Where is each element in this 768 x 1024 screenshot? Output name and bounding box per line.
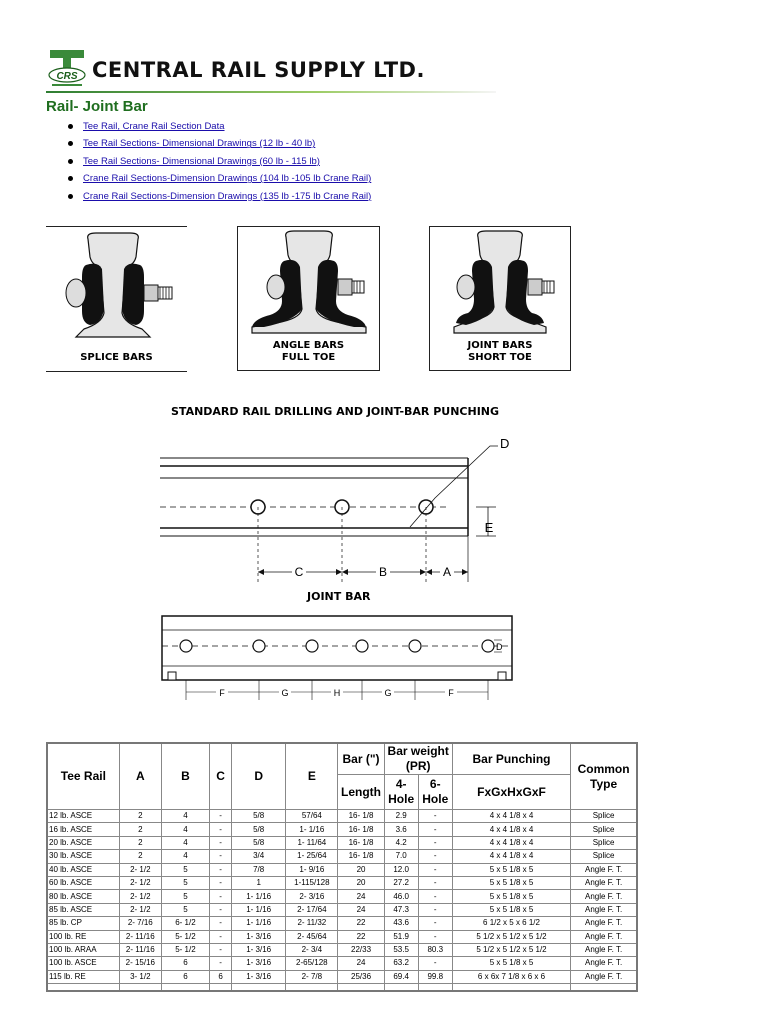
cell-weight-4-hole: 43.6	[384, 917, 418, 930]
link-tee-12-40[interactable]: Tee Rail Sections- Dimensional Drawings (12 lb - 40 lb)	[83, 138, 316, 150]
cell-empty	[232, 984, 286, 992]
splice-bars-caption: SPLICE BARS	[80, 352, 153, 363]
cell-tee-rail: 100 lb. RE	[47, 930, 119, 943]
joint-bars-caption-1: JOINT BARS	[467, 340, 533, 351]
cell-length: 22/33	[338, 943, 384, 956]
cell-length: 22	[338, 930, 384, 943]
cell-common-type: Angle F. T.	[571, 876, 637, 889]
link-list	[48, 118, 371, 205]
cell-b: 6	[161, 957, 209, 970]
bolt-hole	[306, 640, 318, 652]
cell-b: 4	[161, 810, 209, 823]
cell-d: 7/8	[232, 863, 286, 876]
cell-d: 5/8	[232, 823, 286, 836]
angle-bars-caption-1: ANGLE BARS	[272, 340, 345, 351]
cell-common-type: Angle F. T.	[571, 970, 637, 983]
cell-e: 57/64	[286, 810, 338, 823]
cell-empty	[418, 984, 452, 992]
dim-b-label: B	[378, 565, 388, 579]
cell-weight-6-hole: -	[418, 957, 452, 970]
cell-b: 5	[161, 903, 209, 916]
cell-common-type: Angle F. T.	[571, 930, 637, 943]
cell-a: 2- 11/16	[119, 943, 161, 956]
cell-a: 2	[119, 850, 161, 863]
cell-tee-rail: 100 lb. ASCE	[47, 957, 119, 970]
cell-tee-rail: 30 lb. ASCE	[47, 850, 119, 863]
cell-b: 5- 1/2	[161, 943, 209, 956]
joint-bar-diagram	[156, 608, 522, 700]
cell-c: -	[210, 957, 232, 970]
cell-weight-6-hole: -	[418, 930, 452, 943]
cell-b: 4	[161, 836, 209, 849]
table-row	[47, 903, 637, 916]
col-tee-rail: Tee Rail	[47, 743, 119, 810]
cell-length: 24	[338, 890, 384, 903]
dim-e-label: E	[484, 520, 494, 535]
cell-weight-6-hole: -	[418, 890, 452, 903]
cell-empty	[47, 984, 119, 992]
cell-weight-6-hole: -	[418, 823, 452, 836]
cell-tee-rail: 100 lb. ARAA	[47, 943, 119, 956]
cell-empty	[571, 984, 637, 992]
cell-tee-rail: 85 lb. CP	[47, 917, 119, 930]
cell-weight-4-hole: 7.0	[384, 850, 418, 863]
cell-c: -	[210, 930, 232, 943]
col-e: E	[286, 743, 338, 810]
cell-e: 2- 17/64	[286, 903, 338, 916]
cell-c: -	[210, 836, 232, 849]
cell-d: 1- 3/16	[232, 930, 286, 943]
dim-g-label: G	[281, 688, 289, 698]
list-item	[48, 135, 371, 152]
angle-bars-figure	[237, 226, 380, 371]
cell-e: 2- 7/8	[286, 970, 338, 983]
cell-weight-4-hole: 63.2	[384, 957, 418, 970]
cell-empty	[338, 984, 384, 992]
cell-weight-6-hole: -	[418, 903, 452, 916]
table-row	[47, 984, 637, 992]
col-4-hole: 4- Hole	[384, 775, 418, 810]
cell-d: 1- 1/16	[232, 917, 286, 930]
cell-length: 24	[338, 957, 384, 970]
table-row	[47, 810, 637, 823]
bolt-hole	[253, 640, 265, 652]
cell-common-type: Angle F. T.	[571, 917, 637, 930]
cell-b: 4	[161, 823, 209, 836]
col-6-hole: 6- Hole	[418, 775, 452, 810]
joint-bars-figure	[429, 226, 571, 371]
link-crane-104-105[interactable]: Crane Rail Sections-Dimension Drawings (104 lb -105 lb Crane Rail)	[83, 173, 372, 185]
cell-weight-6-hole: -	[418, 850, 452, 863]
angle-bars-caption-2: FULL TOE	[281, 352, 336, 363]
dim-h-label: H	[333, 688, 341, 698]
cell-d: 5/8	[232, 810, 286, 823]
drilling-diagram-title: STANDARD RAIL DRILLING AND JOINT-BAR PUNCHING	[171, 405, 500, 418]
link-tee-60-115[interactable]: Tee Rail Sections- Dimensional Drawings (60 lb - 115 lb)	[83, 155, 320, 167]
table-row	[47, 930, 637, 943]
cell-bar-punching: 5 x 5 1/8 x 5	[452, 890, 570, 903]
list-item	[48, 188, 371, 205]
cell-weight-4-hole: 47.3	[384, 903, 418, 916]
cell-c: -	[210, 823, 232, 836]
cell-bar-punching: 5 x 5 1/8 x 5	[452, 876, 570, 889]
cell-tee-rail: 40 lb. ASCE	[47, 863, 119, 876]
cell-b: 5	[161, 890, 209, 903]
cell-bar-punching: 6 1/2 x 5 x 6 1/2	[452, 917, 570, 930]
company-name: CENTRAL RAIL SUPPLY LTD.	[92, 58, 425, 82]
cell-a: 2- 15/16	[119, 957, 161, 970]
cell-bar-punching: 4 x 4 1/8 x 4	[452, 823, 570, 836]
cell-c: -	[210, 863, 232, 876]
cell-weight-4-hole: 69.4	[384, 970, 418, 983]
cell-common-type: Angle F. T.	[571, 943, 637, 956]
cell-empty	[210, 984, 232, 992]
cell-weight-4-hole: 3.6	[384, 823, 418, 836]
cell-weight-4-hole: 4.2	[384, 836, 418, 849]
cell-empty	[119, 984, 161, 992]
cell-empty	[286, 984, 338, 992]
cell-common-type: Splice	[571, 823, 637, 836]
cell-common-type: Splice	[571, 850, 637, 863]
dim-g-label: G	[384, 688, 392, 698]
col-punch-formula: FxGxHxGxF	[452, 775, 570, 810]
cell-bar-punching: 4 x 4 1/8 x 4	[452, 850, 570, 863]
cell-d: 1	[232, 876, 286, 889]
cell-length: 24	[338, 903, 384, 916]
cell-e: 2- 45/64	[286, 930, 338, 943]
cell-tee-rail: 20 lb. ASCE	[47, 836, 119, 849]
table-body	[47, 810, 637, 992]
dim-a-label: A	[442, 565, 452, 579]
cell-c: -	[210, 876, 232, 889]
dim-f-label: F	[448, 688, 454, 698]
page-title: Rail- Joint Bar	[46, 98, 148, 115]
cell-length: 20	[338, 876, 384, 889]
cell-empty	[452, 984, 570, 992]
cell-bar-punching: 5 1/2 x 5 1/2 x 5 1/2	[452, 943, 570, 956]
cell-d: 5/8	[232, 836, 286, 849]
cell-length: 16- 1/8	[338, 850, 384, 863]
cell-e: 2- 3/16	[286, 890, 338, 903]
dim-d-label: D	[500, 436, 510, 451]
cell-common-type: Splice	[571, 810, 637, 823]
cell-bar-punching: 5 x 5 1/8 x 5	[452, 863, 570, 876]
cell-a: 2- 1/2	[119, 903, 161, 916]
cell-weight-6-hole: -	[418, 810, 452, 823]
cell-c: -	[210, 917, 232, 930]
cell-length: 20	[338, 863, 384, 876]
cell-tee-rail: 115 lb. RE	[47, 970, 119, 983]
cell-tee-rail: 85 lb. ASCE	[47, 903, 119, 916]
cell-weight-6-hole: -	[418, 863, 452, 876]
cell-e: 1- 25/64	[286, 850, 338, 863]
cell-c: -	[210, 890, 232, 903]
cell-weight-4-hole: 2.9	[384, 810, 418, 823]
table-row	[47, 863, 637, 876]
cell-c: -	[210, 903, 232, 916]
col-c: C	[210, 743, 232, 810]
cell-tee-rail: 12 lb. ASCE	[47, 810, 119, 823]
cell-bar-punching: 5 x 5 1/8 x 5	[452, 903, 570, 916]
cell-common-type: Angle F. T.	[571, 903, 637, 916]
col-b: B	[161, 743, 209, 810]
cell-d: 1- 3/16	[232, 957, 286, 970]
cell-c: -	[210, 943, 232, 956]
table-row	[47, 876, 637, 889]
bolt-hole	[482, 640, 494, 652]
cell-weight-4-hole: 27.2	[384, 876, 418, 889]
cell-d: 3/4	[232, 850, 286, 863]
cell-d: 1- 3/16	[232, 943, 286, 956]
joint-bar-title: JOINT BAR	[307, 590, 371, 603]
rail-drilling-diagram	[150, 432, 530, 582]
col-bar: Bar (")	[338, 743, 384, 775]
cell-common-type: Splice	[571, 836, 637, 849]
cell-d: 1- 3/16	[232, 970, 286, 983]
cell-a: 2- 1/2	[119, 876, 161, 889]
cell-weight-4-hole: 46.0	[384, 890, 418, 903]
cell-weight-6-hole: 80.3	[418, 943, 452, 956]
cell-length: 22	[338, 917, 384, 930]
bolt-hole	[180, 640, 192, 652]
link-crane-135-175[interactable]: Crane Rail Sections-Dimension Drawings (135 lb -175 lb Crane Rail)	[83, 190, 372, 202]
table-row	[47, 970, 637, 983]
cell-e: 1- 9/16	[286, 863, 338, 876]
table-row	[47, 917, 637, 930]
cell-tee-rail: 80 lb. ASCE	[47, 890, 119, 903]
col-d: D	[232, 743, 286, 810]
cell-length: 16- 1/8	[338, 836, 384, 849]
cell-length: 25/36	[338, 970, 384, 983]
dim-f-label: F	[219, 688, 225, 698]
cell-c: 6	[210, 970, 232, 983]
cell-weight-6-hole: -	[418, 836, 452, 849]
list-item	[48, 153, 371, 170]
dim-small-d-label: D	[496, 642, 503, 652]
cell-length: 16- 1/8	[338, 810, 384, 823]
cell-tee-rail: 16 lb. ASCE	[47, 823, 119, 836]
cell-bar-punching: 4 x 4 1/8 x 4	[452, 836, 570, 849]
cell-bar-punching: 5 1/2 x 5 1/2 x 5 1/2	[452, 930, 570, 943]
cell-empty	[384, 984, 418, 992]
table-row	[47, 890, 637, 903]
cell-e: 2- 11/32	[286, 917, 338, 930]
cell-c: -	[210, 810, 232, 823]
table-row	[47, 943, 637, 956]
cell-a: 2	[119, 810, 161, 823]
cell-bar-punching: 4 x 4 1/8 x 4	[452, 810, 570, 823]
cell-d: 1- 1/16	[232, 890, 286, 903]
cell-tee-rail: 60 lb. ASCE	[47, 876, 119, 889]
cell-b: 5- 1/2	[161, 930, 209, 943]
cell-a: 2- 1/2	[119, 890, 161, 903]
cell-bar-punching: 6 x 6x 7 1/8 x 6 x 6	[452, 970, 570, 983]
cell-weight-4-hole: 53.5	[384, 943, 418, 956]
cell-weight-6-hole: -	[418, 876, 452, 889]
link-section-data[interactable]: Tee Rail, Crane Rail Section Data	[83, 121, 225, 132]
cell-common-type: Angle F. T.	[571, 957, 637, 970]
cell-weight-6-hole: 99.8	[418, 970, 452, 983]
cell-b: 6	[161, 970, 209, 983]
cell-a: 2- 1/2	[119, 863, 161, 876]
list-item	[48, 170, 371, 187]
dim-c-label: C	[294, 565, 304, 579]
table-row	[47, 836, 637, 849]
cell-d: 1- 1/16	[232, 903, 286, 916]
cell-b: 5	[161, 876, 209, 889]
cell-b: 5	[161, 863, 209, 876]
cell-b: 6- 1/2	[161, 917, 209, 930]
col-common-type: Common Type	[571, 743, 637, 810]
cell-c: -	[210, 850, 232, 863]
cell-weight-4-hole: 51.9	[384, 930, 418, 943]
col-bar-weight: Bar weight (PR)	[384, 743, 452, 775]
col-a: A	[119, 743, 161, 810]
company-logo	[44, 46, 90, 92]
table-row	[47, 957, 637, 970]
cell-a: 2	[119, 836, 161, 849]
splice-bars-figure	[46, 226, 187, 372]
joint-bar-table	[46, 742, 638, 992]
cell-weight-4-hole: 12.0	[384, 863, 418, 876]
cell-e: 1- 11/64	[286, 836, 338, 849]
cell-a: 3- 1/2	[119, 970, 161, 983]
list-item	[48, 118, 371, 135]
cell-common-type: Angle F. T.	[571, 863, 637, 876]
cell-bar-punching: 5 x 5 1/8 x 5	[452, 957, 570, 970]
cell-a: 2- 11/16	[119, 930, 161, 943]
cell-a: 2- 7/16	[119, 917, 161, 930]
cell-weight-6-hole: -	[418, 917, 452, 930]
bolt-hole	[409, 640, 421, 652]
cell-e: 1- 1/16	[286, 823, 338, 836]
cell-b: 4	[161, 850, 209, 863]
cell-common-type: Angle F. T.	[571, 890, 637, 903]
col-length: Length	[338, 775, 384, 810]
bolt-hole	[356, 640, 368, 652]
joint-bars-caption-2: SHORT TOE	[468, 352, 532, 363]
cell-e: 2-65/128	[286, 957, 338, 970]
cell-e: 1-115/128	[286, 876, 338, 889]
cell-a: 2	[119, 823, 161, 836]
cell-length: 16- 1/8	[338, 823, 384, 836]
logo-text: CRS	[56, 71, 78, 82]
col-bar-punching: Bar Punching	[452, 743, 570, 775]
table-row	[47, 850, 637, 863]
cell-empty	[161, 984, 209, 992]
table-row	[47, 823, 637, 836]
header-divider	[46, 91, 496, 93]
cell-e: 2- 3/4	[286, 943, 338, 956]
